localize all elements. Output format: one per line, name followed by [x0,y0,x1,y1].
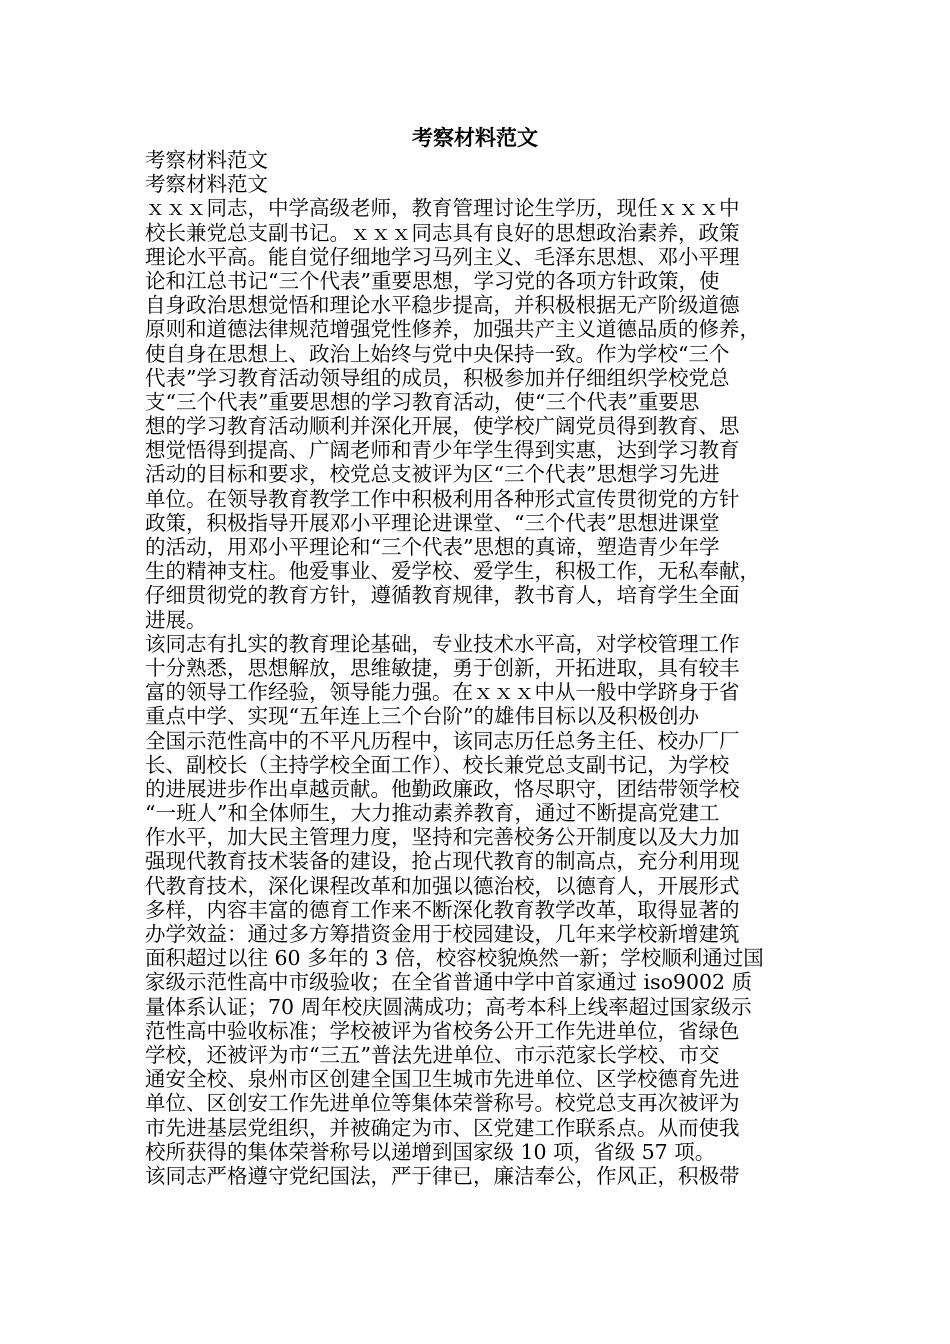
body-line: 全国示范性高中的不平凡历程中，该同志历任总务主任、校办厂厂 [145,728,740,753]
body-line: 范性高中验收标准；学校被评为省校务公开工作先进单位，省绿色 [145,1018,740,1043]
body-line: 市先进基层党组织，并被确定为市、区党建工作联系点。从而使我 [145,1115,740,1140]
body-line: 进展。 [145,607,207,632]
body-line: 生的精神支柱。他爱事业、爱学校、爱学生，积极工作，无私奉献， [145,559,760,584]
body-line: 论和江总书记“三个代表”重要思想，学习党的各项方针政策，使 [145,268,720,293]
body-line: 十分熟悉，思想解放，思维敏捷，勇于创新，开拓进取，具有较丰 [145,655,740,680]
body-line: 家级示范性高中市级验收；在全省普通中学中首家通过 iso9002 质 [145,970,753,995]
body-line: 考察材料范文 [145,148,268,172]
body-line: 想觉悟得到提高、广阔老师和青少年学生得到实惠，达到学习教育 [145,438,740,463]
body-line: “一班人”和全体师生，大力推动素养教育，通过不断提高党建工 [145,801,720,826]
body-line: 校所获得的集体荣誉称号以递增到国家级 10 项，省级 57 项。 [145,1139,716,1164]
body-line: 多样，内容丰富的德育工作来不断深化教育教学改革，取得显著的 [145,897,740,922]
body-line: 富的领导工作经验，领导能力强。在ｘｘｘ中从一般中学跻身于省 [145,680,740,705]
body-line: 理论水平高。能自觉仔细地学习马列主义、毛泽东思想、邓小平理 [145,244,740,269]
body-line: 单位。在领导教育教学工作中积极利用各种形式宣传贯彻党的方针 [145,486,740,511]
body-line: 代教育技术，深化课程改革和加强以德治校，以德育人，开展形式 [145,873,740,898]
body-line: 原则和道德法律规范增强党性修养，加强共产主义道德品质的修养， [145,317,760,342]
body-line: 支“三个代表”重要思想的学习教育活动，使“三个代表”重要思 [145,389,700,414]
body-line: 想的学习教育活动顺利并深化开展，使学校广阔党员得到教育、思 [145,414,740,439]
body-line: 量体系认证；70 周年校庆圆满成功；高考本科上线率超过国家级示 [145,994,752,1019]
body-line: 使自身在思想上、政治上始终与党中央保持一致。作为学校“三个 [145,341,730,366]
body-line: 代表”学习教育活动领导组的成员，积极参加并仔细组织学校党总 [145,365,730,390]
body-line: ｘｘｘ同志，中学高级老师，教育管理讨论生学历，现任ｘｘｘ中 [145,196,740,221]
body-line: 的进展进步作出卓越贡献。他勤政廉政，恪尽职守，团结带领学校 [145,776,740,801]
body-line: 的活动，用邓小平理论和“三个代表”思想的真谛，塑造青少年学 [145,535,720,559]
body-line: 通安全校、泉州市区创建全国卫生城市先进单位、区学校德育先进 [145,1067,740,1092]
body-line: 校长兼党总支副书记。ｘｘｘ同志具有良好的思想政治素养，政策 [145,220,740,245]
body-line: 仔细贯彻党的教育方针，遵循教育规律，教书育人，培育学生全面 [145,583,740,608]
body-line: 重点中学、实现“五年连上三个台阶”的雄伟目标以及积极创办 [145,704,699,729]
body-line: 面积超过以往 60 多年的 3 倍，校容校貌焕然一新；学校顺利通过国 [145,946,764,971]
document-title: 考察材料范文 [412,125,538,150]
body-line: 该同志有扎实的教育理论基础，专业技术水平高，对学校管理工作 [145,631,740,656]
body-line: 办学效益：通过多方筹措资金用于校园建设，几年来学校新增建筑 [145,922,740,946]
body-line: 政策，积极指导开展邓小平理论进课堂、“三个代表”思想进课堂 [145,510,720,535]
document-body [145,148,805,1188]
body-line: 强现代教育技术装备的建设，抢占现代教育的制高点，充分利用现 [145,849,740,874]
body-line: 活动的目标和要求，校党总支被评为区“三个代表”思想学习先进 [145,462,720,487]
body-line: 该同志严格遵守党纪国法，严于律已，廉洁奉公，作风正，积极带 [145,1163,740,1188]
body-line: 作水平，加大民主管理力度，坚持和完善校务公开制度以及大力加 [145,825,740,850]
body-line: 考察材料范文 [145,172,268,197]
body-line: 长、副校长（主持学校全面工作）、校长兼党总支副书记，为学校 [145,752,730,777]
body-line: 单位、区创安工作先进单位等集体荣誉称号。校党总支再次被评为 [145,1091,740,1116]
body-line: 自身政治思想觉悟和理论水平稳步提高，并积极根据无产阶级道德 [145,293,740,318]
body-line: 学校，还被评为市“三五”普法先进单位、市示范家长学校、市交 [145,1042,720,1067]
